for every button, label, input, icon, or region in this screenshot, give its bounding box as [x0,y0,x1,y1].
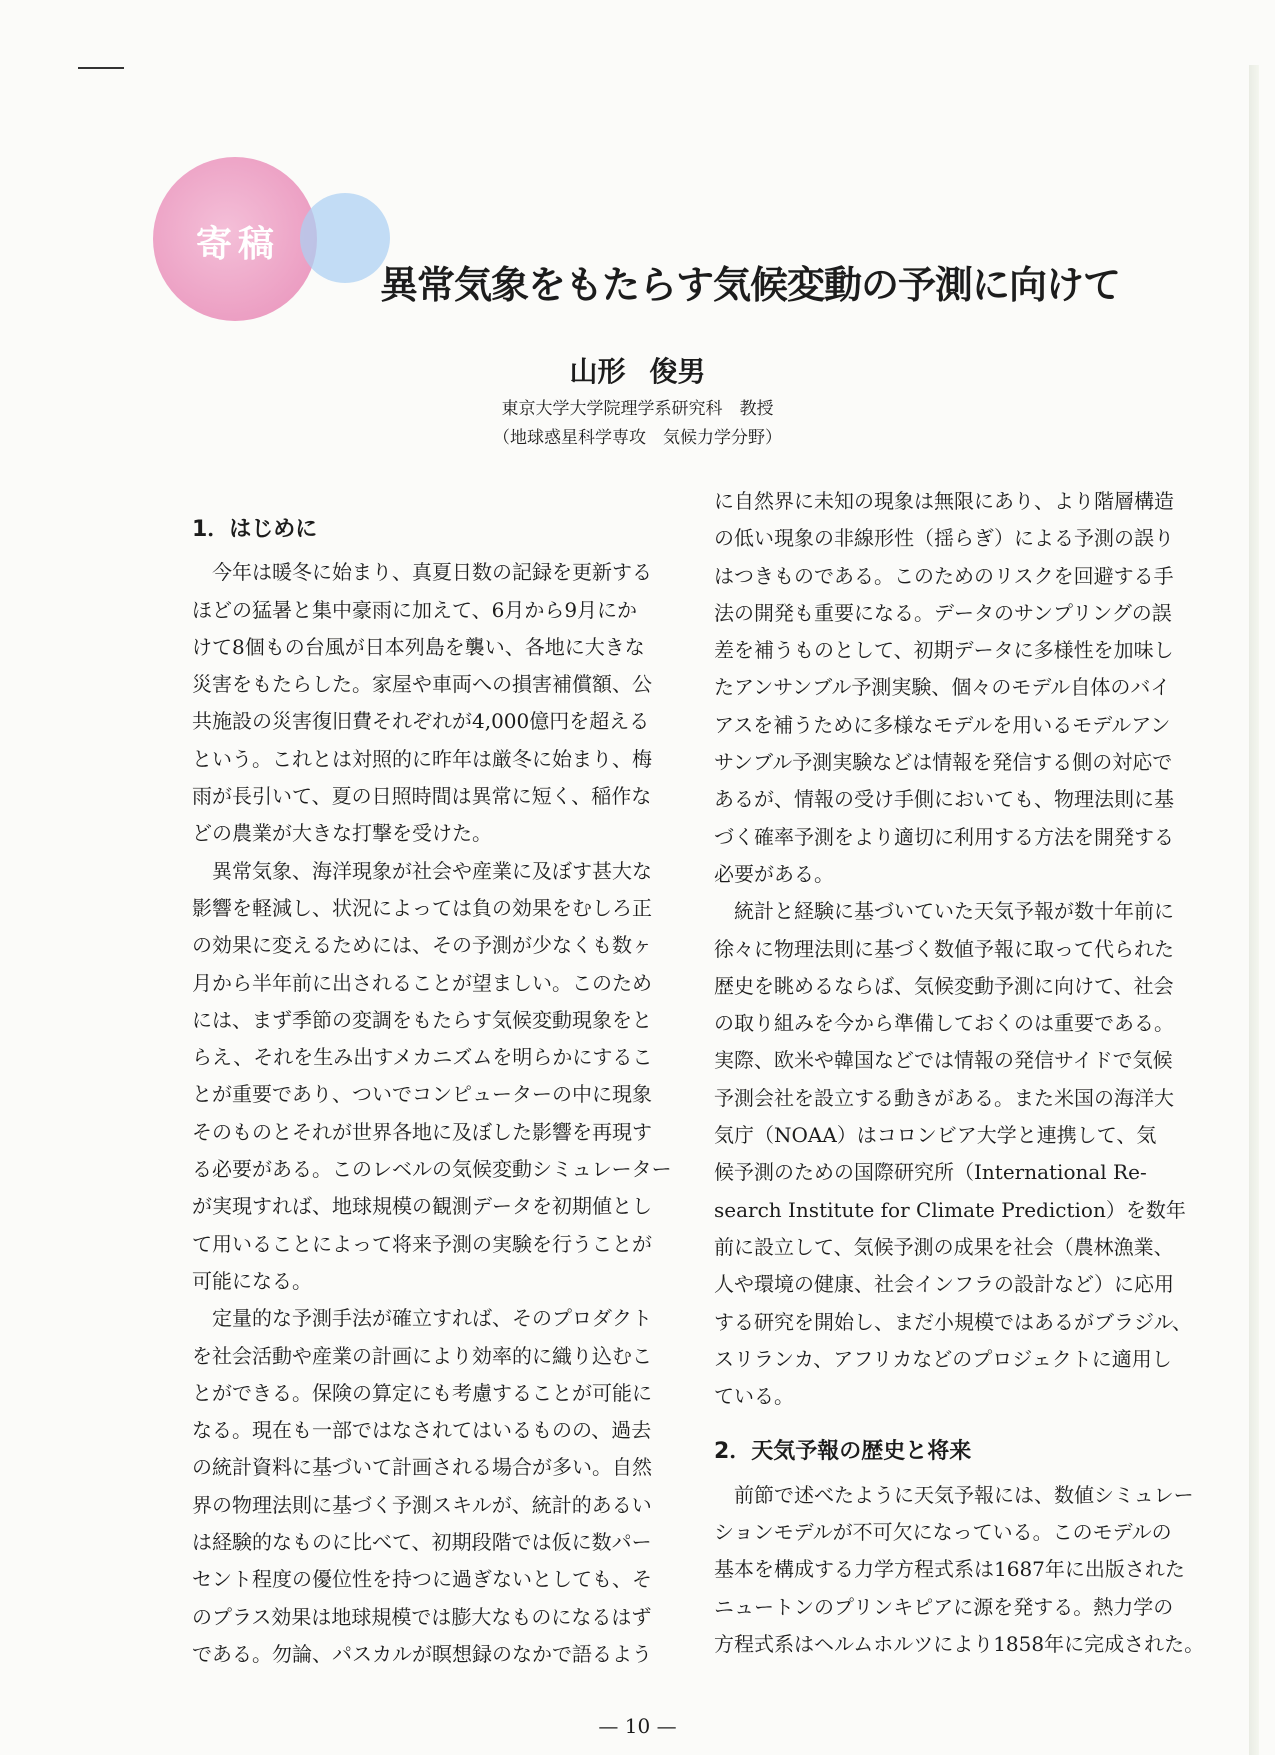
text-line: の低い現象の非線形性（揺らぎ）による予測の誤り [714,526,1174,551]
author-given-name: 俊男 [649,355,706,388]
contribution-badge: 寄稿 [196,224,281,265]
text-line: 可能になる。 [192,1268,312,1293]
section-heading-1: 1．はじめに [192,517,318,542]
page-number: — 10 — [598,1714,677,1738]
blue-circle-decoration [300,193,390,283]
text-line: 災害をもたらした。家屋や車両への損害補償額、公 [192,672,652,697]
text-line: とが重要であり、ついでコンピューターの中に現象 [192,1082,652,1107]
top-rule [78,67,124,69]
text-line: 実際、欧米や韓国などでは情報の発信サイドで気候 [714,1048,1173,1073]
text-line: 方程式系はヘルムホルツにより1858年に完成された。 [714,1631,1205,1656]
right-column [714,483,1210,1663]
text-line: 今年は暖冬に始まり、真夏日数の記録を更新する [192,560,652,585]
text-line: て用いることによって将来予測の実験を行うことが [192,1231,652,1256]
text-line: 人や環境の健康、社会インフラの設計など）に応用 [714,1272,1174,1297]
text-line: 月から半年前に出されることが望ましい。このため [192,970,652,995]
text-line: のプラス効果は地球規模では膨大なものになるはず [192,1604,652,1629]
text-line: には、まず季節の変調をもたらす気候変動現象をと [192,1007,652,1032]
text-line: 歴史を眺めるならば、気候変動予測に向けて、社会 [714,973,1174,998]
text-line: そのものとそれが世界各地に及ぼした影響を再現す [192,1119,652,1144]
author-family-name: 山形 [569,355,626,388]
left-column [192,483,688,1673]
text-line: 前節で述べたように天気予報には、数値シミュレー [714,1482,1194,1507]
left-column-body [192,554,688,1673]
text-line: らえ、それを生み出すメカニズムを明らかにするこ [192,1045,653,1070]
text-line: 統計と経験に基づいていた天気予報が数十年前に [714,899,1174,924]
text-line: は経験的なものに比べて、初期段階では仮に数パー [192,1530,652,1555]
text-line: に自然界に未知の現象は無限にあり、より階層構造 [714,489,1174,513]
text-line: セント程度の優位性を持つに過ぎないとしても、そ [192,1567,652,1592]
text-line: 法の開発も重要になる。データのサンプリングの誤 [714,600,1172,625]
text-line: アスを補うために多様なモデルを用いるモデルアン [714,712,1171,737]
text-line: 前に設立して、気候予測の成果を社会（農林漁業、 [714,1234,1174,1259]
text-line: る必要がある。このレベルの気候変動シミュレーター [192,1157,672,1182]
text-line: である。勿論、パスカルが瞑想録のなかで語るよう [192,1641,652,1666]
text-line: はつきものである。このためのリスクを回避する手 [714,563,1174,588]
text-line: 徐々に物理法則に基づく数値予報に取って代られた [714,936,1174,961]
affiliation-line-1: 東京大学大学院理学系研究科 教授 [501,399,774,419]
text-line: 基本を構成する力学方程式系は1687年に出版された [714,1557,1185,1582]
text-line: 候予測のための国際研究所（International Re- [714,1160,1147,1185]
text-line: 必要がある。 [714,861,834,886]
right-column-body-b [714,1477,1210,1663]
text-line: 差を補うものとして、初期データに多様性を加味し [714,638,1174,663]
section-heading-2: 2．天気予報の歴史と将来 [714,1439,972,1465]
author-name [0,350,1275,390]
article-title: 異常気象をもたらす気候変動の予測に向けて [380,262,1121,307]
text-line: の取り組みを今から準備しておくのは重要である。 [714,1011,1174,1036]
text-line: する研究を開始し、まだ小規模ではあるがブラジル、 [714,1309,1192,1334]
text-line: 共施設の災害復旧費それぞれが4,000億円を超える [192,709,650,734]
right-column-body-a [714,483,1210,1415]
text-line: を社会活動や産業の計画により効率的に織り込むこ [192,1343,652,1368]
text-line: search Institute for Climate Prediction）を数年 [714,1197,1186,1222]
text-line: 定量的な予測手法が確立すれば、そのプロダクト [192,1306,652,1331]
text-line: づく確率予測をより適切に利用する方法を開発する [714,824,1174,849]
text-line: 影響を軽減し、状況によっては負の効果をむしろ正 [192,895,652,920]
text-line: スリランカ、アフリカなどのプロジェクトに適用し [714,1346,1172,1371]
text-line: どの農業が大きな打撃を受けた。 [192,821,492,846]
text-line: の効果に変えるためには、その予測が少なくも数ヶ [192,933,652,958]
text-line: という。これとは対照的に昨年は厳冬に始まり、梅 [192,746,652,771]
text-line: 気庁（NOAA）はコロンビア大学と連携して、気 [714,1123,1157,1148]
text-line: ションモデルが不可欠になっている。このモデルの [714,1520,1172,1545]
text-line: ている。 [714,1384,794,1409]
text-line: サンブル予測実験などは情報を発信する側の対応で [714,750,1173,775]
affiliation-line-2: （地球惑星科学専攻 気候力学分野） [493,428,782,448]
text-line: とができる。保険の算定にも考慮することが可能に [192,1380,652,1405]
text-line: けて8個もの台風が日本列島を襲い、各地に大きな [192,634,645,659]
text-line: の統計資料に基づいて計画される場合が多い。自然 [192,1455,652,1480]
text-line: 予測会社を設立する動きがある。また米国の海洋大 [714,1085,1174,1110]
text-line: ニュートンのプリンキピアに源を発する。熱力学の [714,1594,1174,1619]
text-line: なる。現在も一部ではなされてはいるものの、過去 [192,1418,652,1443]
text-line: ほどの猛暑と集中豪雨に加えて、6月から9月にか [192,597,638,622]
text-line: たアンサンブル予測実験、個々のモデル自体のバイ [714,675,1171,700]
text-line: 界の物理法則に基づく予測スキルが、統計的あるい [192,1492,652,1517]
text-line: あるが、情報の受け手側においても、物理法則に基 [714,787,1174,812]
text-line: 雨が長引いて、夏の日照時間は異常に短く、稲作な [192,784,652,809]
page-edge [1249,65,1259,1755]
text-line: 異常気象、海洋現象が社会や産業に及ぼす甚大な [192,858,652,883]
text-line: が実現すれば、地球規模の観測データを初期値とし [192,1194,652,1219]
